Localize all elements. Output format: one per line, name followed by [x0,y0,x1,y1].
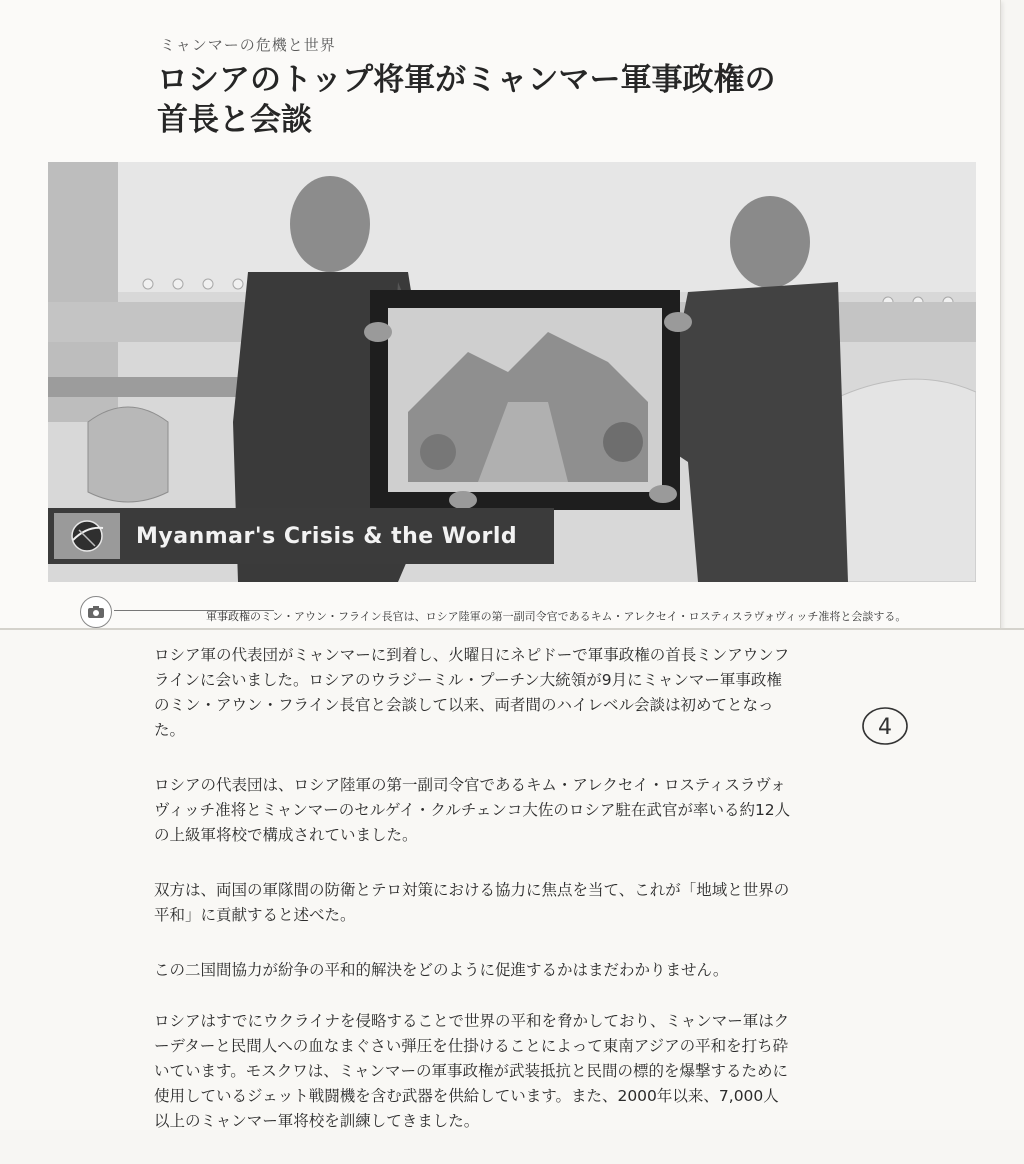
handwritten-page-number [860,704,910,748]
article-headline: ロシアのトップ将軍がミャンマー軍事政権の首長と会談 [157,62,776,138]
globe-logo-icon [54,513,120,559]
caption-text: 軍事政権のミン・アウン・フライン長官は、ロシア陸軍の第一副司令官であるキム・アレクセイ・ロスティスラヴォヴィッチ准将と会談する。 [206,610,907,623]
banner-title: Myanmar's Crisis & the World [136,523,518,549]
article-body [154,643,794,1164]
article-paragraph-5: ロシアはすでにウクライナを侵略することで世界の平和を脅かしており、ミャンマー軍はクーデターと民間人への血なまぐさい弾圧を仕掛けることによって東南アジアの平和を打ち砕いています。モスクワは、ミャンマーの軍事政権が武装抵抗と民間の標的を爆撃するために使用しているジェット戦闘機を含む武器を供給しています。また、2000年以来、7,000人以上のミャンマー軍将校を訓練してきました。 [154,1012,790,1130]
camera-icon [80,596,112,628]
section-kicker: ミャンマーの危機と世界 [160,36,336,54]
page-number-text: 4 [878,715,892,740]
photo-caption [80,596,960,626]
series-banner [48,508,554,564]
article-paragraph-1: ロシア軍の代表団がミャンマーに到着し、火曜日にネピドーで軍事政権の首長ミンアウンフラインに会いました。ロシアのウラジーミル・プーチン大統領が9月にミャンマー軍事政権のミン・アウン・フライン長官と会談して以来、両者間のハイレベル会談は初めてとなった。 [154,646,790,739]
article-paragraph-3: 双方は、両国の軍隊間の防衛とテロ対策における協力に焦点を当て、これが「地域と世界の平和」に貢献すると述べた。 [154,881,790,924]
article-paragraph-2: ロシアの代表団は、ロシア陸軍の第一副司令官であるキム・アレクセイ・ロスティスラヴォヴィッチ准将とミャンマーのセルゲイ・クルチェンコ大佐のロシア駐在武官が率いる約12人の上級軍将校で構成されていました。 [154,776,791,844]
article-paragraph-4: この二国間協力が紛争の平和的解決をどのように促進するかはまだわかりません。 [154,961,729,979]
